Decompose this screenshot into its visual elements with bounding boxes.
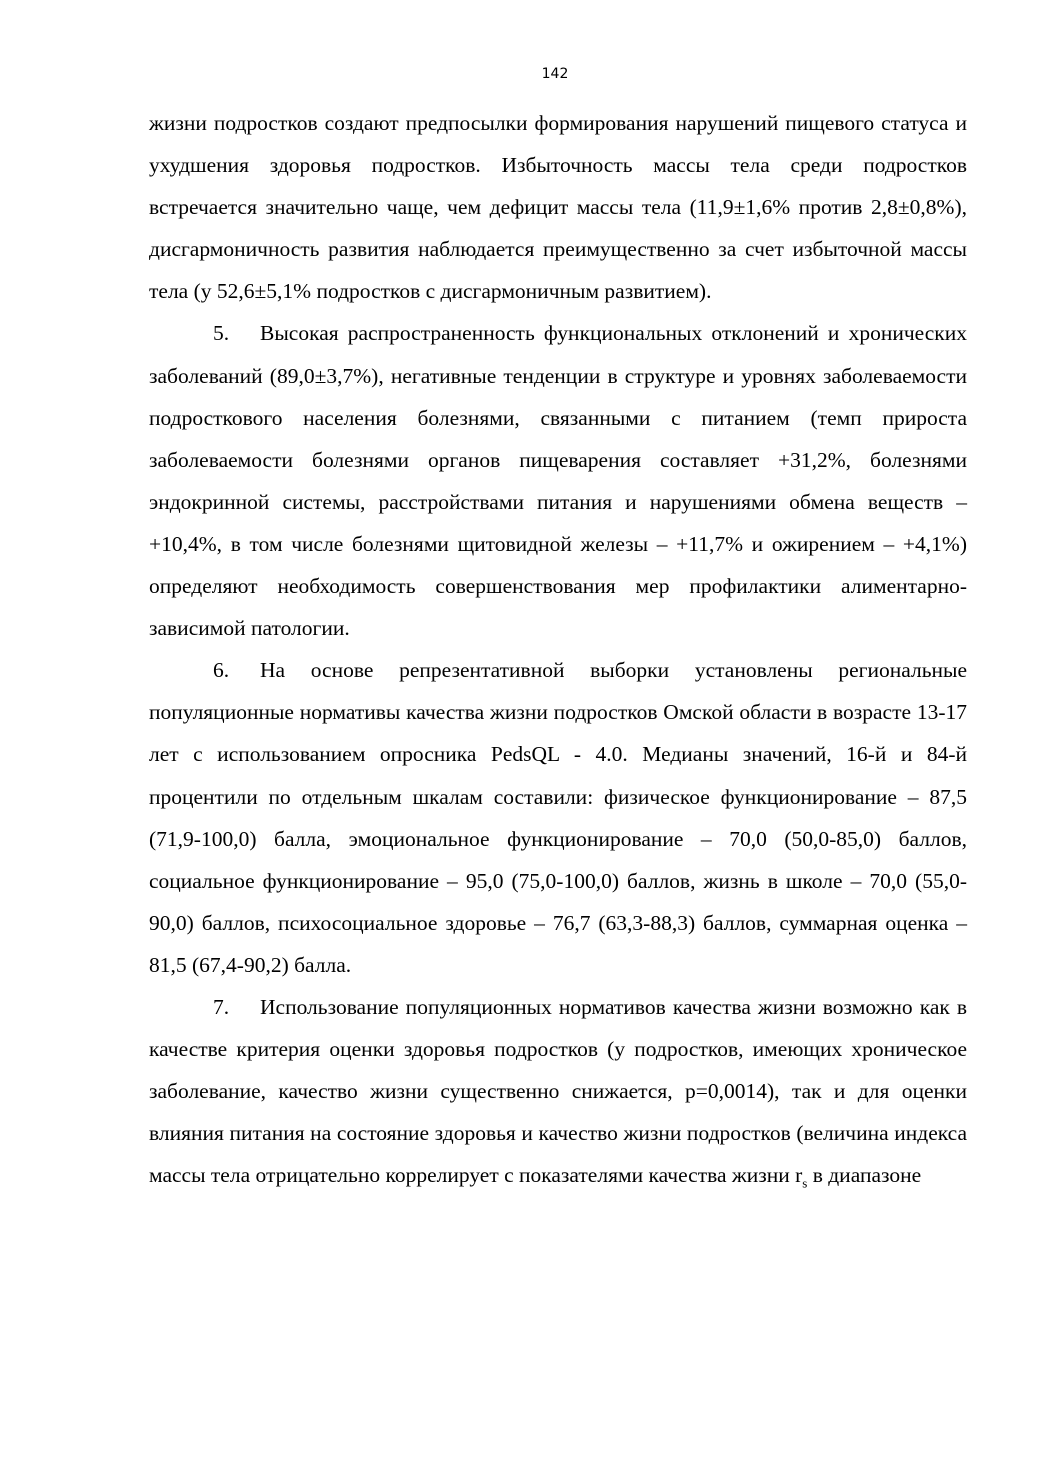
paragraph-text-after: в диапазоне — [807, 1163, 922, 1188]
paragraph-text: Использование популяционных нормативов качества жизни возможно как в качестве критерия оценки здоровья подростков (у подростков, имеющих хроническое заболевание, качество жизни существенно снижается, p=0,0014), так и для оценки влияния питания на состояние здоровья и качество жизни подростков (величина индекса массы тела отрицательно коррелирует с показателями качества жизни r — [149, 994, 967, 1188]
paragraph-item-6 — [149, 649, 967, 986]
item-number: 5. — [213, 321, 230, 346]
paragraph-text: жизни подростков создают предпосылки формирования нарушений пищевого статуса и ухудшения здоровья подростков. Избыточность массы тела среди подростков встречается значительно чаще, чем дефицит массы тела (11,9±1,6% против 2,8±0,8%), дисгармоничность развития наблюдается преимущественно за счет избыточной массы тела (у 52,6±5,1% подростков с дисгармоничным развитием). — [149, 111, 967, 304]
item-number: 6. — [213, 658, 230, 683]
page-number: 142 — [541, 66, 569, 82]
paragraph-continuation — [149, 102, 967, 312]
subscript-s: s — [802, 1175, 808, 1191]
body-text — [149, 102, 967, 1196]
paragraph-text: Высокая распространенность функциональных отклонений и хронических заболеваний (89,0±3,7%), негативные тенденции в структуре и уровнях заболеваемости подросткового населения болезнями, связанными с питанием (темп прироста заболеваемости болезнями органов пищеварения составляет +31,2%, болезнями эндокринной системы, расстройствами питания и нарушениями обмена веществ – +10,4%, в том числе болезнями щитовидной железы – +11,7% и ожирением – +4,1%) определяют необходимость совершенствования мер профилактики алиментарно-зависимой патологии. — [149, 321, 967, 641]
paragraph-text: На основе репрезентативной выборки установлены региональные популяционные нормативы качества жизни подростков Омской области в возрасте 13-17 лет с использованием опросника PedsQL - 4.0. Медианы значений, 16-й и 84-й процентили по отдельным шкалам составили: физическое функционирование – 87,5 (71,9-100,0) балла, эмоциональное функционирование – 70,0 (50,0-85,0) баллов, социальное функционирование – 95,0 (75,0-100,0) баллов, жизнь в школе – 70,0 (55,0-90,0) баллов, психосоциальное здоровье – 76,7 (63,3-88,3) баллов, суммарная оценка – 81,5 (67,4-90,2) балла. — [149, 658, 967, 977]
paragraph-item-7 — [149, 986, 967, 1196]
item-number: 7. — [213, 994, 230, 1019]
paragraph-item-5 — [149, 312, 967, 649]
